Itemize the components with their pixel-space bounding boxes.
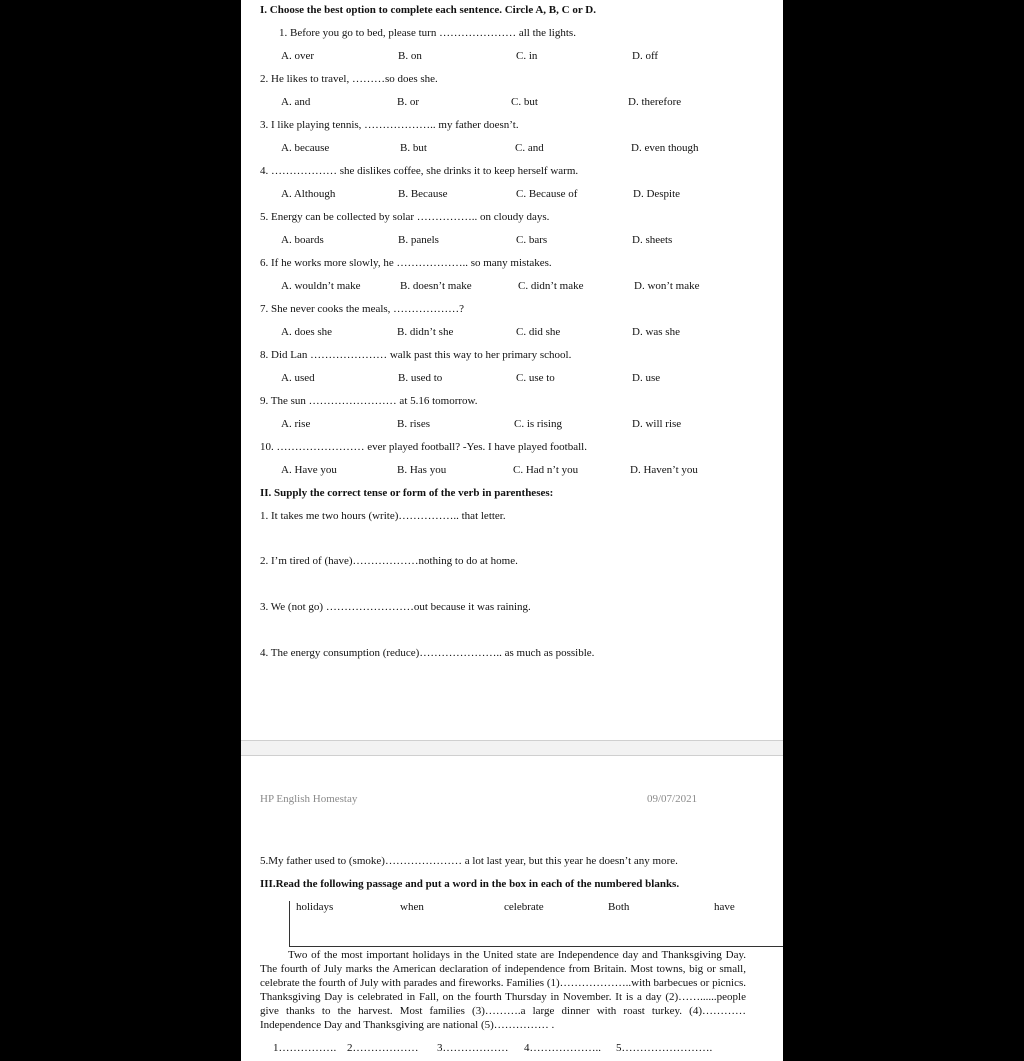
q10-option-a[interactable]: A. Have you <box>281 464 337 476</box>
question-4: 4. ……………… she dislikes coffee, she drinks it to keep herself warm. <box>260 165 579 177</box>
q3-option-b[interactable]: B. but <box>400 142 427 154</box>
q7-option-c[interactable]: C. did she <box>516 326 561 338</box>
q10-option-c[interactable]: C. Had n’t you <box>513 464 579 476</box>
q7-option-a[interactable]: A. does she <box>281 326 333 338</box>
q10-option-d[interactable]: D. Haven’t you <box>630 464 698 476</box>
verb-item-4: 4. The energy consumption (reduce)………………….. as much as possible. <box>260 647 595 659</box>
q10-option-b[interactable]: B. Has you <box>397 464 447 476</box>
q4-option-c[interactable]: C. Because of <box>516 188 578 200</box>
answer-blank-2[interactable]: 2……………… <box>347 1042 419 1054</box>
question-5: 5. Energy can be collected by solar …………….. on cloudy days. <box>260 211 550 223</box>
q6-option-a[interactable]: A. wouldn’t make <box>281 280 361 292</box>
verb-item-2: 2. I’m tired of (have)………………nothing to do at home. <box>260 555 518 567</box>
question-8: 8. Did Lan ………………… walk past this way to her primary school. <box>260 349 572 361</box>
worksheet-page-2 <box>241 756 783 1061</box>
question-6: 6. If he works more slowly, he ……………….. so many mistakes. <box>260 257 552 269</box>
section2-heading: II. Supply the correct tense or form of the verb in parentheses: <box>260 487 554 499</box>
q8-option-c[interactable]: C. use to <box>516 372 555 384</box>
q4-option-a[interactable]: A. Although <box>281 188 336 200</box>
word-when: when <box>400 901 424 913</box>
q8-option-d[interactable]: D. use <box>632 372 661 384</box>
question-1: 1. Before you go to bed, please turn ………………… all the lights. <box>279 27 576 39</box>
question-2: 2. He likes to travel, ………so does she. <box>260 73 438 85</box>
q8-option-b[interactable]: B. used to <box>398 372 443 384</box>
q8-option-a[interactable]: A. used <box>281 372 315 384</box>
q7-option-d[interactable]: D. was she <box>632 326 680 338</box>
word-both: Both <box>608 901 630 913</box>
section3-heading: III.Read the following passage and put a word in the box in each of the numbered blanks. <box>260 878 680 890</box>
q6-option-d[interactable]: D. won’t make <box>634 280 700 292</box>
answer-blank-1[interactable]: 1……………. <box>273 1042 337 1054</box>
reading-passage <box>260 948 746 1032</box>
q3-option-c[interactable]: C. and <box>515 142 544 154</box>
q2-option-a[interactable]: A. and <box>281 96 311 108</box>
q6-option-b[interactable]: B. doesn’t make <box>400 280 472 292</box>
q4-option-d[interactable]: D. Despite <box>633 188 681 200</box>
answer-blank-3[interactable]: 3……………… <box>437 1042 509 1054</box>
q5-option-c[interactable]: C. bars <box>516 234 548 246</box>
verb-item-3: 3. We (not go) ……………………out because it was raining. <box>260 601 531 613</box>
q9-option-c[interactable]: C. is rising <box>514 418 562 430</box>
q2-option-d[interactable]: D. therefore <box>628 96 682 108</box>
q1-option-d[interactable]: D. off <box>632 50 659 62</box>
q5-option-d[interactable]: D. sheets <box>632 234 673 246</box>
q2-option-b[interactable]: B. or <box>397 96 419 108</box>
q1-option-a[interactable]: A. over <box>281 50 314 62</box>
q1-option-b[interactable]: B. on <box>398 50 422 62</box>
q5-option-b[interactable]: B. panels <box>398 234 439 246</box>
question-7: 7. She never cooks the meals, ………………? <box>260 303 465 315</box>
header-homestay: HP English Homestay <box>260 793 358 805</box>
word-box <box>289 901 783 947</box>
question-10: 10. …………………… ever played football? -Yes. I have played football. <box>260 441 587 453</box>
verb-item-1: 1. It takes me two hours (write)…………….. that letter. <box>260 510 506 522</box>
page-separator <box>241 740 783 756</box>
q3-option-a[interactable]: A. because <box>281 142 330 154</box>
q4-option-b[interactable]: B. Because <box>398 188 448 200</box>
q9-option-d[interactable]: D. will rise <box>632 418 682 430</box>
q9-option-b[interactable]: B. rises <box>397 418 430 430</box>
answer-blank-5[interactable]: 5……………………. <box>616 1042 713 1054</box>
worksheet-page-1 <box>241 0 783 740</box>
q3-option-d[interactable]: D. even though <box>631 142 699 154</box>
q1-option-c[interactable]: C. in <box>516 50 538 62</box>
question-3: 3. I like playing tennis, ……………….. my father doesn’t. <box>260 119 519 131</box>
verb-item-5: 5.My father used to (smoke)………………… a lot last year, but this year he doesn’t any more. <box>260 855 678 867</box>
q5-option-a[interactable]: A. boards <box>281 234 324 246</box>
word-celebrate: celebrate <box>504 901 544 913</box>
q9-option-a[interactable]: A. rise <box>281 418 311 430</box>
answer-blank-4[interactable]: 4……………….. <box>524 1042 601 1054</box>
q7-option-b[interactable]: B. didn’t she <box>397 326 454 338</box>
section1-heading: I. Choose the best option to complete each sentence. Circle A, B, C or D. <box>260 4 596 16</box>
passage-text: Two of the most important holidays in the United state are Independence day and Thanksgiving Day. The fourth of July marks the American declaration of independence from Britain. Most towns, big or small, celebrate the fourth of July with parades and fireworks. Families (1)………………..with barbecues or picnics. Thanksgiving Day is celebrated in Fall, on the fourth Thursday in November. It is a day (2)……......people give thanks to the harvest. Most families (3)……….a large dinner with roast turkey. (4)…………Independence Day and Thanksgiving are national (5)…………… . <box>260 949 747 1031</box>
question-9: 9. The sun …………………… at 5.16 tomorrow. <box>260 395 478 407</box>
q2-option-c[interactable]: C. but <box>511 96 538 108</box>
q6-option-c[interactable]: C. didn’t make <box>518 280 584 292</box>
word-holidays: holidays <box>296 901 334 913</box>
word-have: have <box>714 901 735 913</box>
header-date: 09/07/2021 <box>647 793 698 805</box>
